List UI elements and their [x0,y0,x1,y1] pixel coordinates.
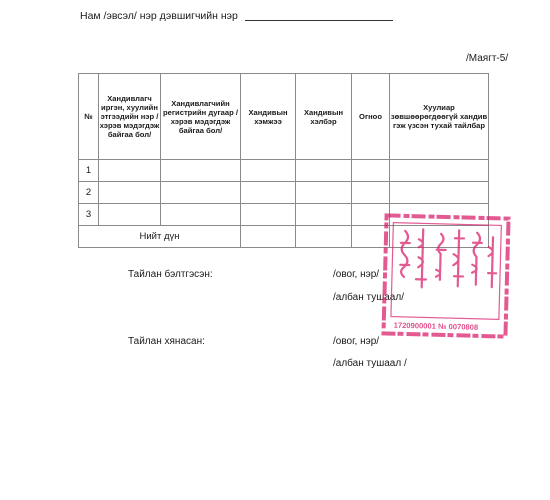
amount-cell[interactable] [241,182,296,204]
prepared-by-label: Тайлан бэлтгэсэн: [128,269,213,280]
amount-cell[interactable] [241,160,296,182]
stamp-number: 1720900001 № 0070808 [393,320,479,332]
explanation-cell[interactable] [390,160,489,182]
register-number-cell[interactable] [161,160,241,182]
row-number-cell: 2 [79,182,99,204]
form-cell[interactable] [296,204,352,226]
reviewed-by-label: Тайлан хянасан: [128,336,205,347]
donor-name-cell[interactable] [99,182,161,204]
table-row [79,182,489,204]
total-form-cell[interactable] [296,226,352,248]
total-label: Нийт дүн [79,226,241,248]
prepared-position-hint: /албан тушаал/ [333,292,404,303]
row-number-cell: 1 [79,160,99,182]
form-number: /Маягт-5/ [466,53,509,64]
column-header-register-number: Хандивлагчийн регистрийн дугаар /хэрэв мэдэгдэж байгаа бол/ [161,74,241,160]
total-amount-cell[interactable] [241,226,296,248]
column-header-date: Огноо [352,74,390,160]
table-header-row [79,74,489,160]
explanation-cell[interactable] [390,182,489,204]
column-header-form: Хандивын хэлбэр [296,74,352,160]
official-seal-stamp [380,212,511,339]
form-cell[interactable] [296,160,352,182]
donor-name-cell[interactable] [99,160,161,182]
reviewed-position-hint: /албан тушаал / [333,358,407,369]
register-number-cell[interactable] [161,204,241,226]
donor-name-cell[interactable] [99,204,161,226]
row-number-cell: 3 [79,204,99,226]
date-cell[interactable] [352,160,390,182]
candidate-name-blank [245,19,393,21]
reviewed-name-hint: /овог, нэр/ [333,336,380,347]
candidate-name-label: Нам /эвсэл/ нэр дэвшигчийн нэр [80,10,238,22]
column-header-donor-name: Хандивлагч иргэн, хуулийн этгээдийн нэр /хэрэв мэдэгдэж байгаа бол/ [99,74,161,160]
column-header-amount: Хандивын хэмжээ [241,74,296,160]
form-cell[interactable] [296,182,352,204]
prepared-name-hint: /овог, нэр/ [333,269,380,280]
column-header-explanation: Хуулиар зөвшөөрөгдөөгүй хандив гэж үзсэн тухай тайлбар [390,74,489,160]
column-header-number: № [79,74,99,160]
amount-cell[interactable] [241,204,296,226]
table-row [79,160,489,182]
date-cell[interactable] [352,182,390,204]
register-number-cell[interactable] [161,182,241,204]
candidate-name-line [80,10,393,22]
